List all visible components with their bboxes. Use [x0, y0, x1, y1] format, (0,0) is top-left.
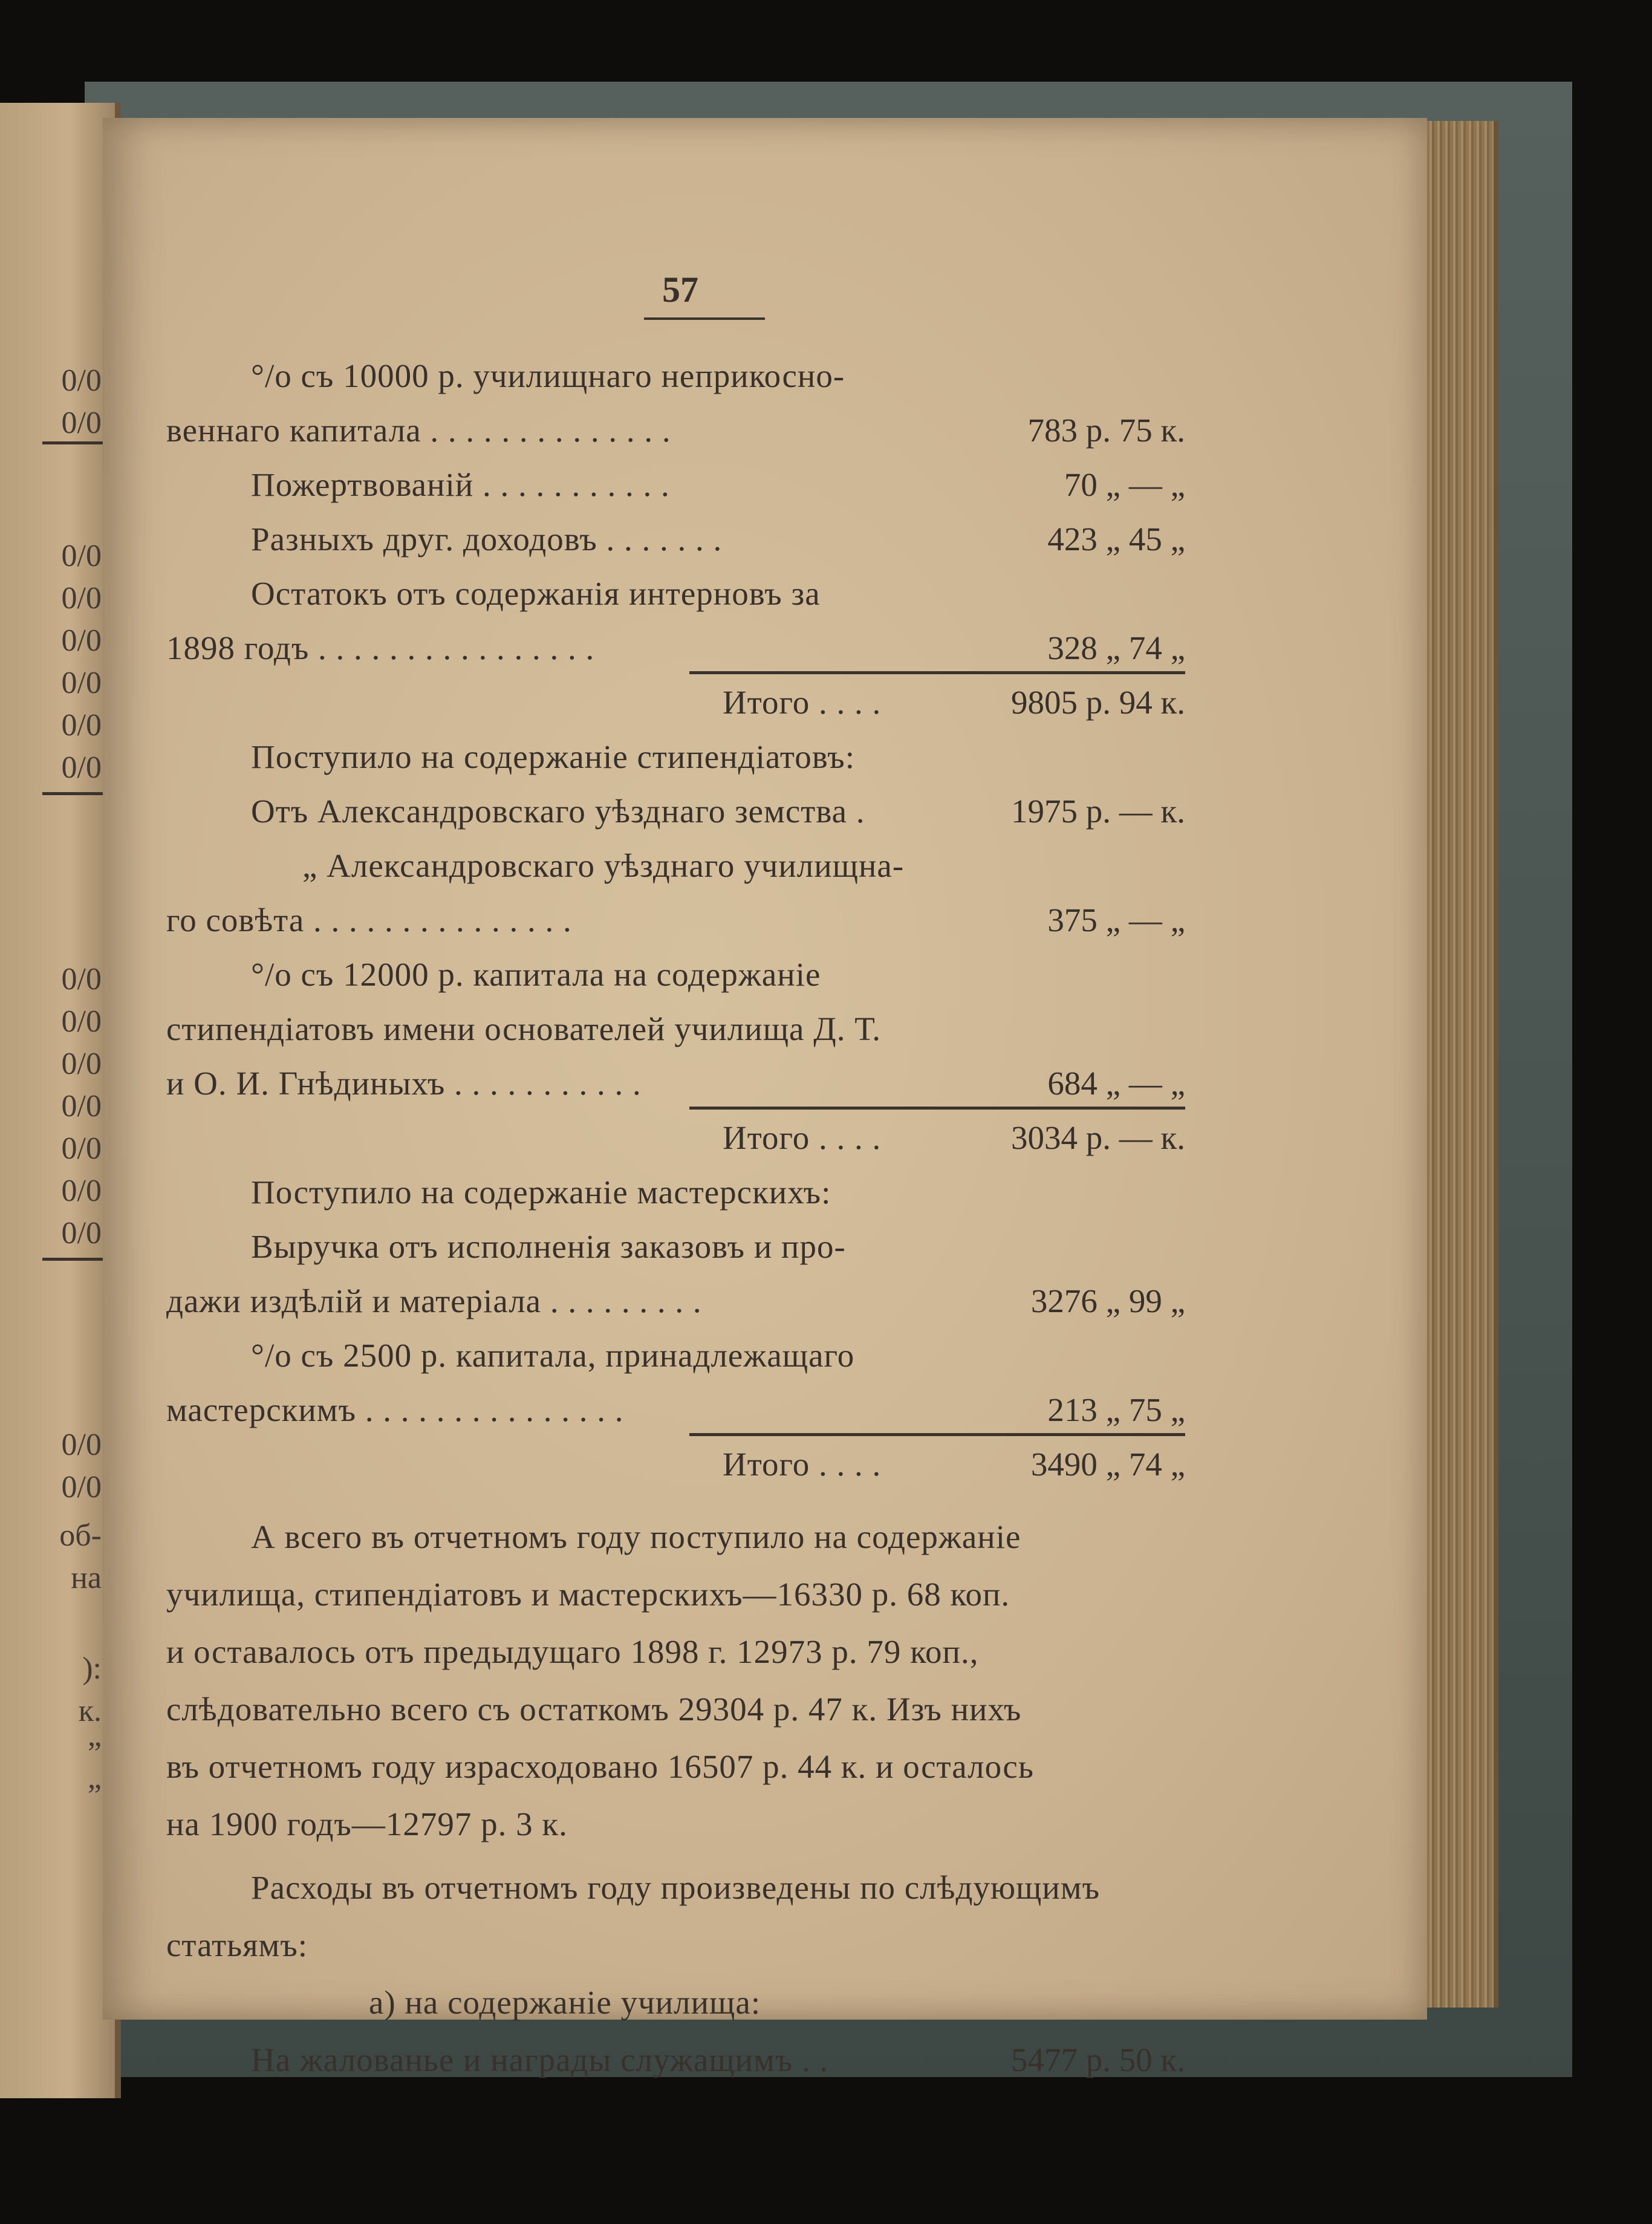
income-line: и О. И. Гнѣдиныхъ . . . . . . . . . . . [166, 1065, 642, 1102]
income-amount: 3276 „ 99 „ [1030, 1283, 1185, 1319]
margin-fragment: 0/0 [61, 750, 102, 785]
margin-fragment: ” [87, 1778, 102, 1813]
margin-fragment: 0/0 [61, 1131, 102, 1166]
sum-rule [689, 671, 1185, 674]
margin-fragment: 0/0 [61, 363, 102, 398]
margin-fragment: 0/0 [61, 1089, 102, 1123]
margin-fragment: 0/0 [61, 708, 102, 743]
total-amount: 3490 „ 74 „ [1030, 1446, 1185, 1483]
margin-fragment: 0/0 [61, 406, 102, 440]
income-amount: 213 „ 75 „ [1047, 1391, 1185, 1428]
expense-amount: 5477 р. 50 к. [1011, 2041, 1185, 2078]
income-line: Отъ Александровскаго уѣзднаго земства . [251, 793, 865, 830]
page-number-rule [644, 317, 765, 320]
income-amount: 375 „ — „ [1047, 902, 1185, 938]
margin-fragment: 0/0 [61, 1428, 102, 1462]
income-line: °/o съ 10000 р. училищнаго неприкосно- [251, 357, 845, 394]
income-line: Пожертвованій . . . . . . . . . . . [251, 466, 670, 503]
income-line: дажи издѣлій и матеріала . . . . . . . . . [166, 1283, 702, 1319]
margin-fragment: 0/0 [61, 1047, 102, 1081]
income-line: Выручка отъ исполненія заказовъ и про- [251, 1228, 846, 1265]
margin-fragment: 0/0 [61, 1174, 102, 1208]
income-amount: 684 „ — „ [1047, 1065, 1185, 1102]
margin-fragment: 0/0 [61, 623, 102, 658]
total-label: Итого . . . . [723, 684, 882, 721]
income-line: Разныхъ друг. доходовъ . . . . . . . [251, 521, 723, 558]
page-number: 57 [662, 270, 698, 310]
total-label: Итого . . . . [723, 1119, 882, 1156]
income-amount: 70 „ — „ [1064, 466, 1185, 503]
income-line: веннаго капитала . . . . . . . . . . . . . . [166, 412, 671, 449]
margin-fragment: ” [87, 1736, 102, 1770]
total-amount: 3034 р. — к. [1011, 1119, 1185, 1156]
total-label: Итого . . . . [723, 1446, 882, 1483]
expense-line: На жалованье и награды служащимъ . . [251, 2041, 829, 2078]
summary-line: статьямъ: [166, 1926, 308, 1963]
section-heading: Поступило на содержаніе мастерскихъ: [251, 1174, 831, 1211]
section-heading: Поступило на содержаніе стипендіатовъ: [251, 738, 856, 775]
margin-fragment: 0/0 [61, 666, 102, 700]
income-amount: 783 р. 75 к. [1027, 412, 1185, 449]
margin-fragment: на [71, 1561, 102, 1595]
summary-line: на 1900 годъ—12797 р. 3 к. [166, 1806, 568, 1842]
income-line: °/o съ 2500 р. капитала, принадлежащаго [251, 1337, 855, 1374]
summary-line: въ отчетномъ году израсходовано 16507 р. 44 к. и осталось [166, 1748, 1034, 1785]
summary-line: и оставалось отъ предыдущаго 1898 г. 12973 р. 79 коп., [166, 1633, 979, 1670]
income-line: стипендіатовъ имени основателей училища Д. Т. [166, 1010, 882, 1047]
section-heading: а) на содержаніе училища: [369, 1984, 761, 2021]
margin-fragment: к. [78, 1694, 102, 1728]
margin-fragment: ): [82, 1651, 102, 1686]
income-line: Остатокъ отъ содержанія интерновъ за [251, 575, 821, 612]
income-line: „ Александровскаго уѣзднаго училищна- [302, 847, 905, 884]
income-line: мастерскимъ . . . . . . . . . . . . . . . [166, 1391, 624, 1428]
margin-fragment: 0/0 [61, 962, 102, 997]
sum-rule [689, 1433, 1185, 1436]
summary-line: А всего въ отчетномъ году поступило на содержаніе [251, 1518, 1021, 1555]
income-amount: 1975 р. — к. [1011, 793, 1185, 830]
income-line: 1898 годъ . . . . . . . . . . . . . . . . [166, 629, 595, 666]
margin-fragment: 0/0 [61, 1470, 102, 1504]
margin-fragment: 0/0 [61, 581, 102, 616]
summary-line: Расходы въ отчетномъ году произведены по слѣдующимъ [251, 1869, 1101, 1906]
margin-fragment: 0/0 [61, 1216, 102, 1250]
income-line: го совѣта . . . . . . . . . . . . . . . [166, 902, 572, 938]
margin-fragment: об- [59, 1518, 102, 1553]
margin-fragment: 0/0 [61, 539, 102, 573]
summary-line: слѣдовательно всего съ остаткомъ 29304 р. 47 к. Изъ нихъ [166, 1691, 1022, 1728]
income-amount: 423 „ 45 „ [1047, 521, 1185, 558]
income-amount: 328 „ 74 „ [1047, 629, 1185, 666]
total-amount: 9805 р. 94 к. [1011, 684, 1185, 721]
income-line: °/o съ 12000 р. капитала на содержаніе [251, 956, 821, 993]
sum-rule [689, 1107, 1185, 1110]
margin-fragment: 0/0 [61, 1004, 102, 1039]
summary-line: училища, стипендіатовъ и мастерскихъ—16330 р. 68 коп. [166, 1576, 1010, 1613]
